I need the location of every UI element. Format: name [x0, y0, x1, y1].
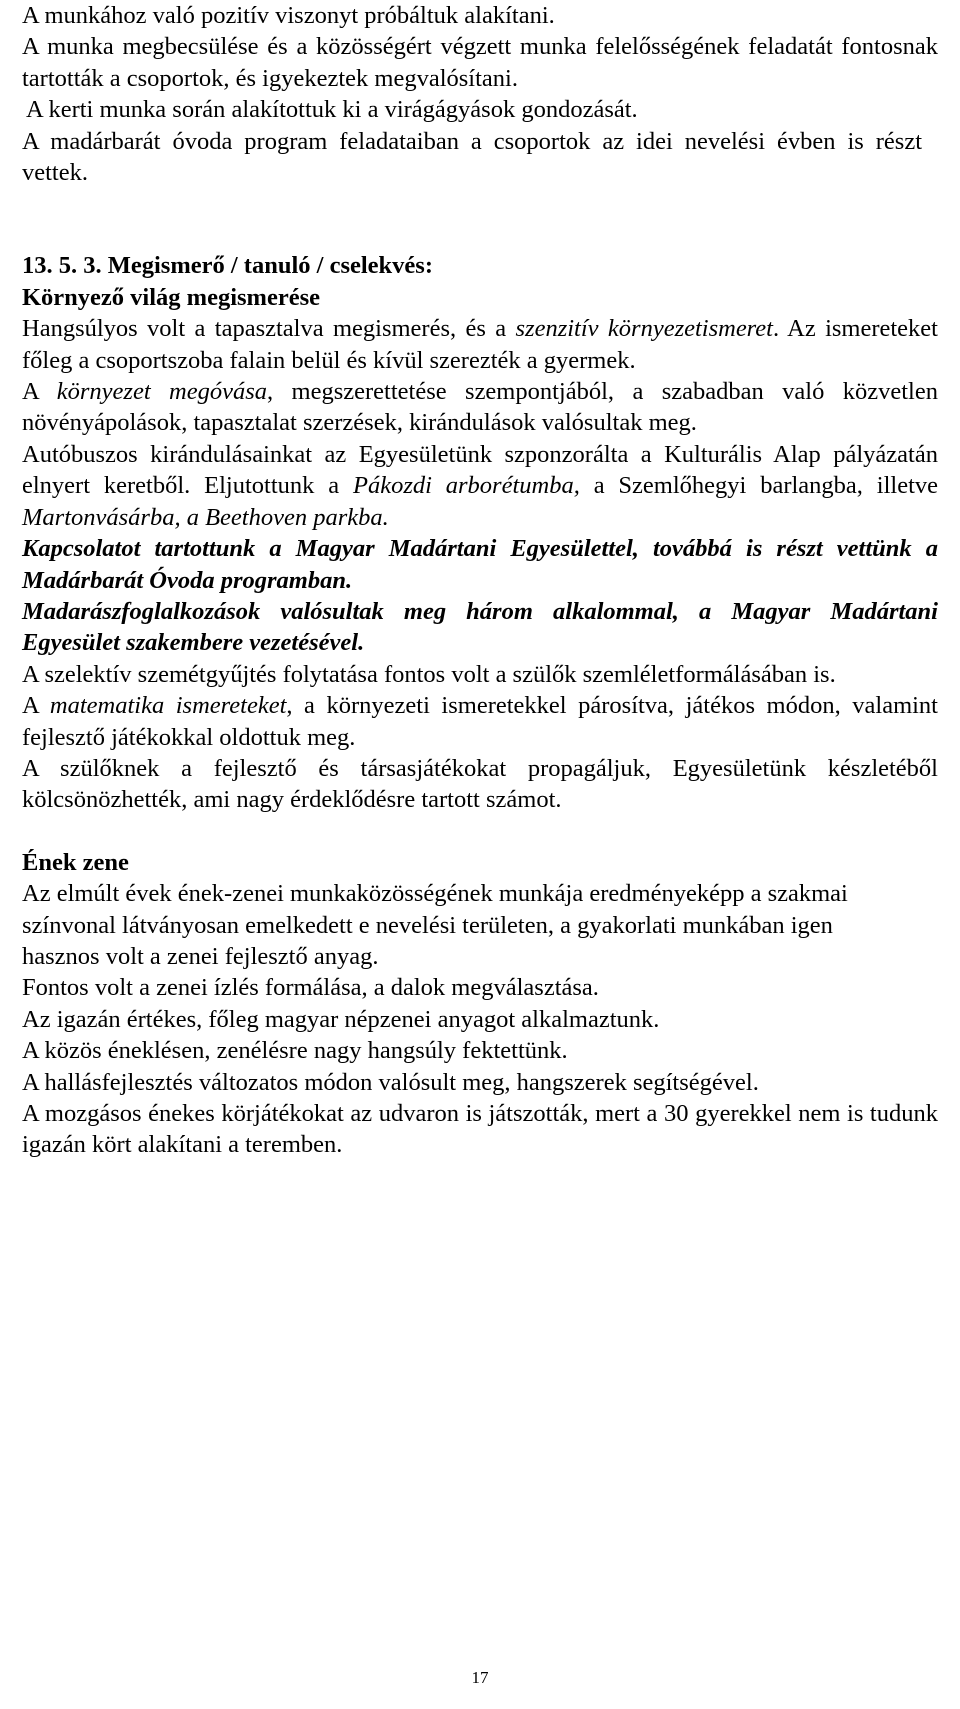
document-page: [22, 0, 938, 1161]
text-run: A: [22, 378, 57, 406]
spacer: [22, 188, 938, 250]
text-run: Hangsúlyos volt a tapasztalva megismerés, és a: [22, 315, 516, 343]
paragraph-kozos-enekles: A közös éneklésen, zenélésre nagy hangsúly fektettünk.: [22, 1037, 568, 1065]
section-heading-13-5-3: 13. 5. 3. Megismerő / tanuló / cselekvés:: [22, 252, 433, 280]
text-run: a Szemlőhegyi barlangba, illetve: [579, 472, 939, 500]
text-run: Autóbuszos kirándulásainkat az Egyesületünk szponzorálta a Kulturális Alap pályázatán elnyert keretből. Eljutottunk a: [22, 440, 938, 500]
section-heading-enek-zene: Ének zene: [22, 848, 129, 876]
page-number: 17: [471, 1668, 489, 1687]
intro-line-3: A kerti munka során alakítottuk ki a virágágyások gondozását.: [26, 96, 638, 124]
paragraph-madarasz: Madarászfoglalkozások valósultak meg három alkalommal, a Magyar Madártani Egyesület szakembere vezetésével.: [22, 597, 938, 657]
text-run: A: [22, 692, 50, 720]
intro-paragraph-4: A madárbarát óvoda program feladataiban a csoportok az idei nevelési évben is részt vettek.: [22, 127, 922, 187]
text-run: , a környezeti ismeretekkel párosítva, játékos módon, valamint fejlesztő játékokkal oldottuk meg.: [22, 692, 938, 751]
intro-line-1: A munkához való pozitív viszonyt próbáltuk alakítani.: [22, 2, 555, 29]
italic-run: szenzitív környezetismeret: [515, 315, 773, 343]
paragraph-kornyezet: [22, 376, 938, 439]
paragraph-korjatekok: A mozgásos énekes körjátékokat az udvaron is játszották, mert a 30 gyerekkel nem is tudunk igazán kört alakítani a teremben.: [22, 1100, 938, 1159]
text-run: . Az ismereteket főleg a csoportszoba falain belül és kívül szerezték a gyermek.: [22, 315, 938, 374]
paragraph-szuloknek: A szülőknek a fejlesztő és társasjátékokat propagáljuk, Egyesületünk készletéből kölcsönözhették, ami nagy érdeklődésre tartott számot.: [22, 754, 938, 814]
paragraph-hallasfejlesztes: A hallásfejlesztés változatos módon valósult meg, hangszerek segítségével.: [22, 1068, 759, 1096]
text-run: , megszerettetése szempontjából, a szabadban való közvetlen növényápolások, tapasztalat szerzések, kirándulások valósultak meg.: [22, 378, 938, 437]
italic-run: Pákozdi arborétumba,: [352, 472, 580, 500]
paragraph-szelektiv: A szelektív szemétgyűjtés folytatása fontos volt a szülők szemléletformálásában is.: [22, 660, 836, 688]
paragraph-matematika: [22, 690, 938, 753]
spacer: [22, 816, 938, 847]
paragraph-nepzene: Az igazán értékes, főleg magyar népzenei anyagot alkalmaztunk.: [22, 1005, 660, 1033]
paragraph-tapasztalva: [22, 313, 938, 376]
italic-run: Martonvásárba, a Beethoven parkba.: [22, 503, 389, 531]
italic-run: matematika ismereteket: [49, 692, 287, 720]
paragraph-elmult-evek: Az elmúlt évek ének-zenei munkaközösségének munkája eredményeképp a szakmai színvonal látványosan emelkedett e nevelési területen, a gyakorlati munkában igen hasznos volt a zenei fejlesztő anyag.: [22, 880, 848, 970]
paragraph-izles: Fontos volt a zenei ízlés formálása, a dalok megválasztása.: [22, 974, 599, 1002]
italic-run: környezet megóvása: [56, 378, 268, 406]
paragraph-kapcsolat: Kapcsolatot tartottunk a Magyar Madártani Egyesülettel, továbbá is részt vettünk a Madárbarát Óvoda programban.: [22, 535, 938, 594]
section-subheading: Környező világ megismerése: [22, 283, 320, 311]
paragraph-kirandulasok: [22, 439, 938, 533]
intro-paragraph-2: A munka megbecsülése és a közösségért végzett munka felelősségének feladatát fontosnak tartották a csoportok, és igyekeztek megvalósítani.: [22, 33, 938, 92]
